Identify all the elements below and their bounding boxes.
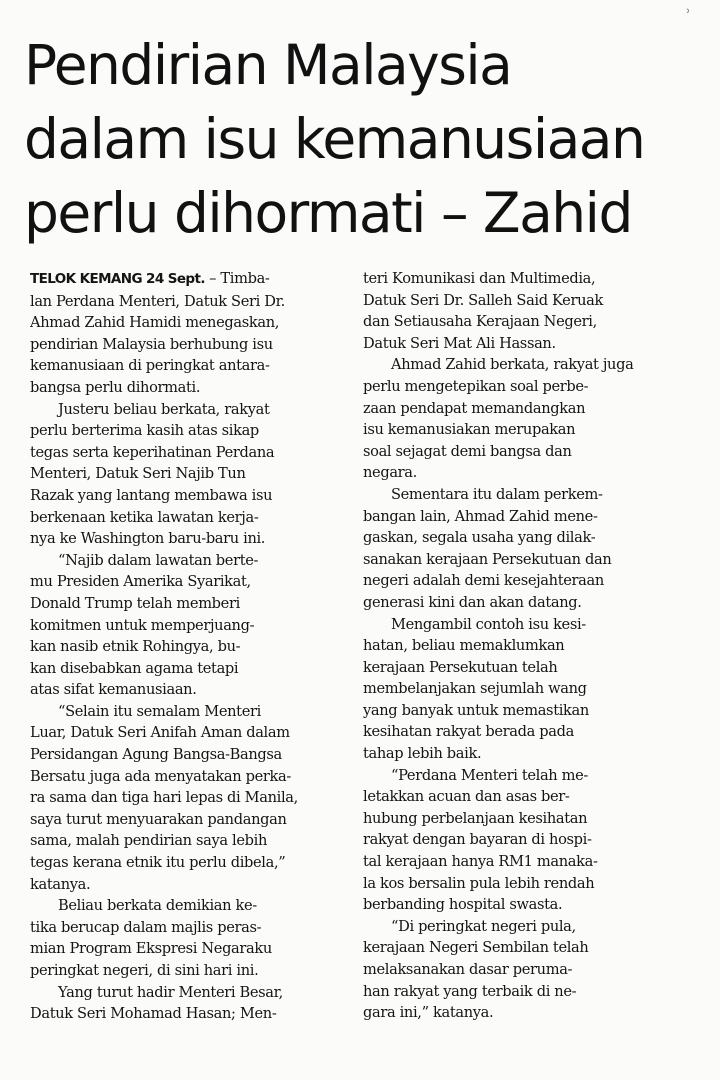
text-line: gaskan, segala usaha yang dilak- <box>363 529 596 547</box>
headline <box>24 28 694 250</box>
text-line: la kos bersalin pula lebih rendah <box>363 874 595 892</box>
text-line: bangsa perlu dihormati. <box>30 378 201 396</box>
right-column <box>363 268 685 1024</box>
text-line: Persidangan Agung Bangsa-Bangsa <box>30 746 282 764</box>
text-line: “Perdana Menteri telah me- <box>391 766 588 784</box>
headline-line: dalam isu kemanusiaan <box>24 107 645 171</box>
paragraph <box>30 701 352 895</box>
text-line: hatan, beliau memaklumkan <box>363 637 565 655</box>
paragraph <box>30 550 352 701</box>
paragraph <box>30 399 352 550</box>
text-line: mu Presiden Amerika Syarikat, <box>30 573 251 591</box>
dateline: TELOK KEMANG 24 Sept. <box>30 271 205 287</box>
text-line: Ahmad Zahid berkata, rakyat juga <box>391 356 634 374</box>
text-line: kerajaan Persekutuan telah <box>363 658 558 676</box>
text-line: “Selain itu semalam Menteri <box>58 702 261 720</box>
text-line: ra sama dan tiga hari lepas di Manila, <box>30 789 298 807</box>
text-line: bangan lain, Ahmad Zahid mene- <box>363 507 598 525</box>
text-line: kan disebabkan agama tetapi <box>30 659 239 677</box>
paragraph <box>30 268 352 399</box>
text-line: tegas kerana etnik itu perlu dibela,” <box>30 854 286 872</box>
paragraph <box>363 916 685 1024</box>
text-line: Sementara itu dalam perkem- <box>391 485 603 503</box>
text-line: Beliau berkata demikian ke- <box>58 897 257 915</box>
text-line: “Najib dalam lawatan berte- <box>58 551 259 569</box>
text-line: Mengambil contoh isu kesi- <box>391 615 586 633</box>
text-line: Razak yang lantang membawa isu <box>30 486 273 504</box>
text-line: dan Setiausaha Kerajaan Negeri, <box>363 313 597 331</box>
text-line: tahap lebih baik. <box>363 745 482 763</box>
text-line: berkenaan ketika lawatan kerja- <box>30 508 259 526</box>
text-line: berbanding hospital swasta. <box>363 896 563 914</box>
text-line: Luar, Datuk Seri Anifah Aman dalam <box>30 724 290 742</box>
ink-mark: ʾ <box>686 6 691 25</box>
text-line: kemanusiaan di peringkat antara- <box>30 357 270 375</box>
text-line: negeri adalah demi kesejahteraan <box>363 572 604 590</box>
text-line: rakyat dengan bayaran di hospi- <box>363 831 592 849</box>
text-line: isu kemanusiakan merupakan <box>363 421 576 439</box>
paragraph <box>363 268 685 354</box>
text-line: tegas serta keperihatinan Perdana <box>30 443 275 461</box>
text-line: soal sejagat demi bangsa dan <box>363 442 572 460</box>
text-line: Justeru beliau berkata, rakyat <box>58 400 270 418</box>
text-line: perlu mengetepikan soal perbe- <box>363 377 589 395</box>
text-line: peringkat negeri, di sini hari ini. <box>30 962 259 979</box>
text-line: Donald Trump telah memberi <box>30 594 240 612</box>
text-line: kesihatan rakyat berada pada <box>363 723 574 741</box>
headline-line: perlu dihormati – Zahid <box>24 181 632 245</box>
text-line: negara. <box>363 464 417 482</box>
paragraph <box>363 354 685 484</box>
text-line: zaan pendapat memandangkan <box>363 399 586 417</box>
text-line: generasi kini dan akan datang. <box>363 593 582 611</box>
text-line: hubung perbelanjaan kesihatan <box>363 809 588 827</box>
text-line: han rakyat yang terbaik di ne- <box>363 982 577 1000</box>
text-line: tal kerajaan hanya RM1 manaka- <box>363 853 598 871</box>
text-line: kan nasib etnik Rohingya, bu- <box>30 638 241 656</box>
text-line: lan Perdana Menteri, Datuk Seri Dr. <box>30 292 285 310</box>
text-line: sama, malah pendirian saya lebih <box>30 832 268 850</box>
paragraph <box>30 895 352 981</box>
text-line: nya ke Washington baru-baru ini. <box>30 530 266 548</box>
text-line: teri Komunikasi dan Multimedia, <box>363 270 596 287</box>
text-line: saya turut menyuarakan pandangan <box>30 810 287 828</box>
text-line: tika berucap dalam majlis peras- <box>30 918 262 936</box>
headline-line: Pendirian Malaysia <box>24 33 512 97</box>
text-line: Menteri, Datuk Seri Najib Tun <box>30 465 246 483</box>
left-column <box>30 268 352 1025</box>
text-line: katanya. <box>30 875 91 893</box>
text-line: Ahmad Zahid Hamidi menegaskan, <box>30 314 280 332</box>
text-line: Yang turut hadir Menteri Besar, <box>58 983 283 1001</box>
paragraph <box>363 765 685 916</box>
text-line: TELOK KEMANG 24 Sept. – Timba- <box>30 270 270 287</box>
paragraph <box>363 614 685 765</box>
text-line: yang banyak untuk memastikan <box>363 701 589 719</box>
paragraph <box>30 982 352 1025</box>
text-line: Datuk Seri Mat Ali Hassan. <box>363 334 556 352</box>
text-line: mian Program Ekspresi Negaraku <box>30 940 272 958</box>
text-line: “Di peringkat negeri pula, <box>391 917 576 935</box>
text-line: Datuk Seri Dr. Salleh Said Keruak <box>363 291 603 309</box>
text-line: atas sifat kemanusiaan. <box>30 681 197 699</box>
text-line: gara ini,” katanya. <box>363 1004 494 1022</box>
text-line: Datuk Seri Mohamad Hasan; Men- <box>30 1005 277 1023</box>
text-line: melaksanakan dasar peruma- <box>363 961 573 978</box>
text-line: membelanjakan sejumlah wang <box>363 680 587 698</box>
text-line: sanakan kerajaan Persekutuan dan <box>363 550 612 568</box>
text-line: komitmen untuk memperjuang- <box>30 616 255 634</box>
text-line: perlu berterima kasih atas sikap <box>30 422 259 440</box>
text-line: pendirian Malaysia berhubung isu <box>30 335 273 353</box>
text-line: letakkan acuan dan asas ber- <box>363 788 570 806</box>
text-line: kerajaan Negeri Sembilan telah <box>363 939 589 957</box>
paragraph <box>363 484 685 614</box>
text-line: Bersatu juga ada menyatakan perka- <box>30 767 291 785</box>
